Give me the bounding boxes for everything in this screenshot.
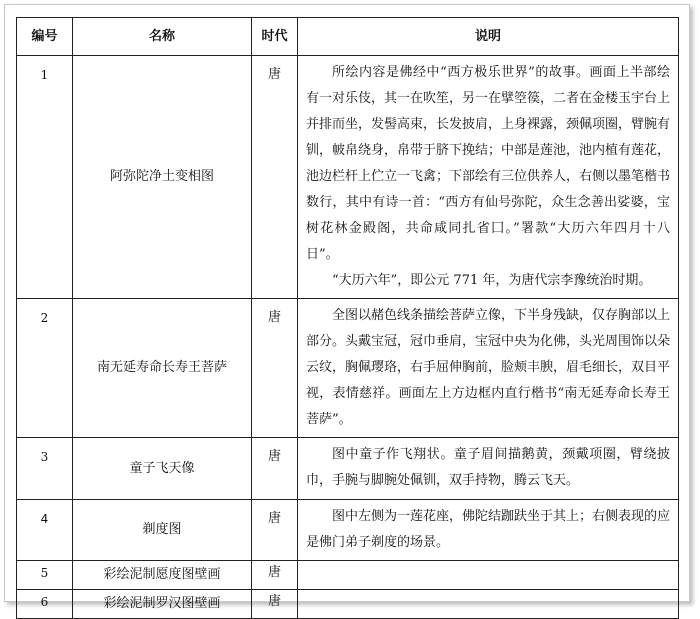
desc-paragraph: 图中左侧为一莲花座，佛陀结跏趺坐于其上；右侧表现的应是佛门弟子剃度的场景。 [306, 509, 671, 550]
row-desc [298, 561, 679, 590]
header-num: 编号 [17, 18, 73, 56]
row-era: 唐 [252, 56, 298, 299]
row-era: 唐 [252, 438, 298, 500]
desc-paragraph: “大历六年”，即公元 771 年，为唐代宗李豫统治时期。 [332, 273, 652, 288]
row-name: 南无延寿命长寿王菩萨 [73, 299, 252, 438]
row-num: 5 [17, 561, 73, 590]
table-row [17, 56, 679, 299]
row-era: 唐 [252, 299, 298, 438]
row-num: 2 [17, 299, 73, 438]
header-era: 时代 [252, 18, 298, 56]
table-row [17, 438, 679, 500]
row-desc [298, 56, 679, 299]
row-name: 阿弥陀净土变相图 [73, 56, 252, 299]
row-name: 彩绘泥制愿度图壁画 [73, 561, 252, 590]
header-name: 名称 [73, 18, 252, 56]
row-desc [298, 500, 679, 561]
row-num: 3 [17, 438, 73, 500]
row-era: 唐 [252, 500, 298, 561]
row-era: 唐 [252, 590, 298, 619]
artifact-table [16, 17, 679, 619]
table-row [17, 500, 679, 561]
row-name: 剃度图 [73, 500, 252, 561]
row-name: 彩绘泥制罗汉图壁画 [73, 590, 252, 619]
row-desc [298, 438, 679, 500]
table-row [17, 299, 679, 438]
table-row [17, 561, 679, 590]
desc-paragraph: 全图以赭色线条描绘菩萨立像，下半身残缺，仅存胸部以上部分。头戴宝冠，冠巾垂肩，宝冠中央为化佛，头光周围饰以朵云纹，胸佩璎珞，右手屈伸胸前，脸颊丰腴，眉毛细长，双目平视，表情慈祥。画面左上方边框内直行楷书“南无延寿命长寿王菩萨”。 [306, 308, 671, 427]
document-frame [4, 4, 690, 611]
row-era: 唐 [252, 561, 298, 590]
row-desc [298, 590, 679, 619]
table-row [17, 590, 679, 619]
header-row [17, 18, 679, 56]
row-name: 童子飞天像 [73, 438, 252, 500]
row-num: 6 [17, 590, 73, 619]
desc-paragraph: 图中童子作飞翔状。童子眉间描鹅黄，颈戴项圈，臂绕披巾，手腕与脚腕处佩钏，双手持物，腾云飞天。 [306, 447, 670, 488]
row-num: 4 [17, 500, 73, 561]
desc-paragraph: 所绘内容是佛经中“西方极乐世界”的故事。画面上半部绘有一对乐伎，其一在吹笙，另一在擘箜篌，二者在金楼玉宇台上并排而坐，发髻高束，长发披肩，上身裸露，颈佩项圈，臂腕有钏，帔帛绕身，帛带于脐下挽结；中部是莲池，池内植有莲花，池边栏杆上伫立一飞禽；下部绘有三位供养人，右侧以墨笔楷书数行，其中有诗一首：“西方有仙号弥陀，众生念善出娑婆，宝树花林金殿阁，共命咸同扎省囗。”署款“大历六年四月十八日”。 [306, 65, 671, 262]
row-num: 1 [17, 56, 73, 299]
header-desc: 说明 [298, 18, 679, 56]
row-desc [298, 299, 679, 438]
